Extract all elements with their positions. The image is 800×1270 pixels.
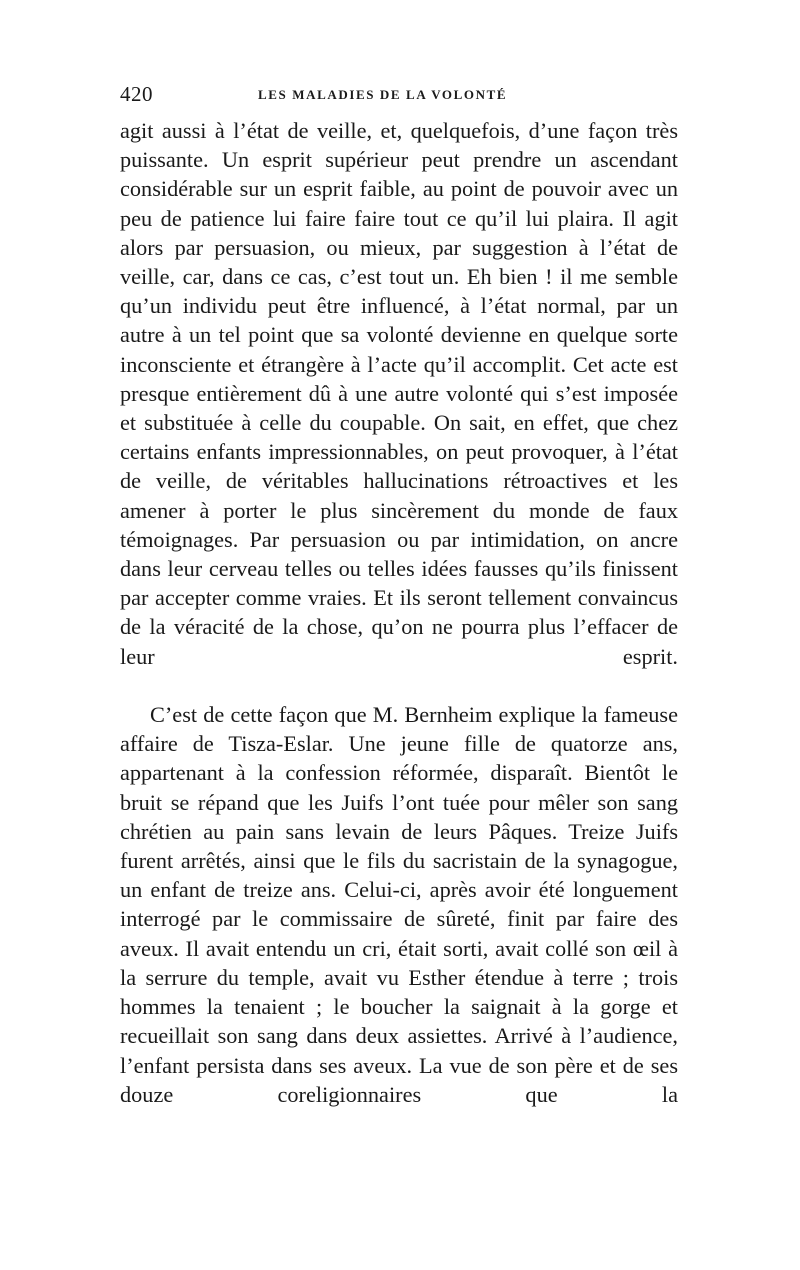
running-title: LES MALADIES DE LA VOLONTÉ bbox=[258, 87, 508, 102]
paragraph-1: agit aussi à l’état de veille, et, quelquefois, d’une façon très puissante. Un esprit supérieur peut prendre un ascendant considérable sur un esprit faible, au point de pouvoir avec un peu de patience lui faire faire tout ce qu’il lui plaira. Il agit alors par persuasion, ou mieux, par suggestion à l’état de veille, car, dans ce cas, c’est tout un. Eh bien ! il me semble qu’un individu peut être influencé, à l’état normal, par un autre à un tel point que sa volonté devienne en quelque sorte inconsciente et étrangère à l’acte qu’il accomplit. Cet acte est presque entièrement dû à une autre volonté qui s’est imposée et substituée à celle du coupable. On sait, en effet, que chez certains enfants impressionnables, on peut provoquer, à l’état de veille, de véritables hallucinations rétroactives et les amener à porter le plus sincèrement du monde de faux témoignages. Par persuasion ou par intimidation, on ancre dans leur cerveau telles ou telles idées fausses qu’ils finissent par accepter comme vraies. Et ils seront tellement convaincus de la véracité de la chose, qu’on ne pourra plus l’effacer de leur esprit. bbox=[120, 118, 678, 669]
book-page bbox=[120, 82, 678, 1138]
body-text bbox=[120, 116, 678, 1138]
page-number: 420 bbox=[120, 82, 153, 106]
paragraph-2: C’est de cette façon que M. Bernheim explique la fameuse affaire de Tisza-Eslar. Une jeune fille de quatorze ans, appartenant à la confession réformée, disparaît. Bientôt le bruit se répand que les Juifs l’ont tuée pour mêler son sang chrétien au pain sans levain de leurs Pâques. Treize Juifs furent arrêtés, ainsi que le fils du sacristain de la synagogue, un enfant de treize ans. Celui-ci, après avoir été longuement interrogé par le commissaire de sûreté, finit par faire des aveux. Il avait entendu un cri, était sorti, avait collé son œil à la serrure du temple, avait vu Esther étendue à terre ; trois hommes la tenaient ; le boucher la saignait à la gorge et recueillait son sang dans deux assiettes. Arrivé à l’audience, l’enfant persista dans ses aveux. La vue de son père et de ses douze coreligionnaires que la bbox=[120, 702, 678, 1107]
running-head bbox=[120, 82, 678, 116]
